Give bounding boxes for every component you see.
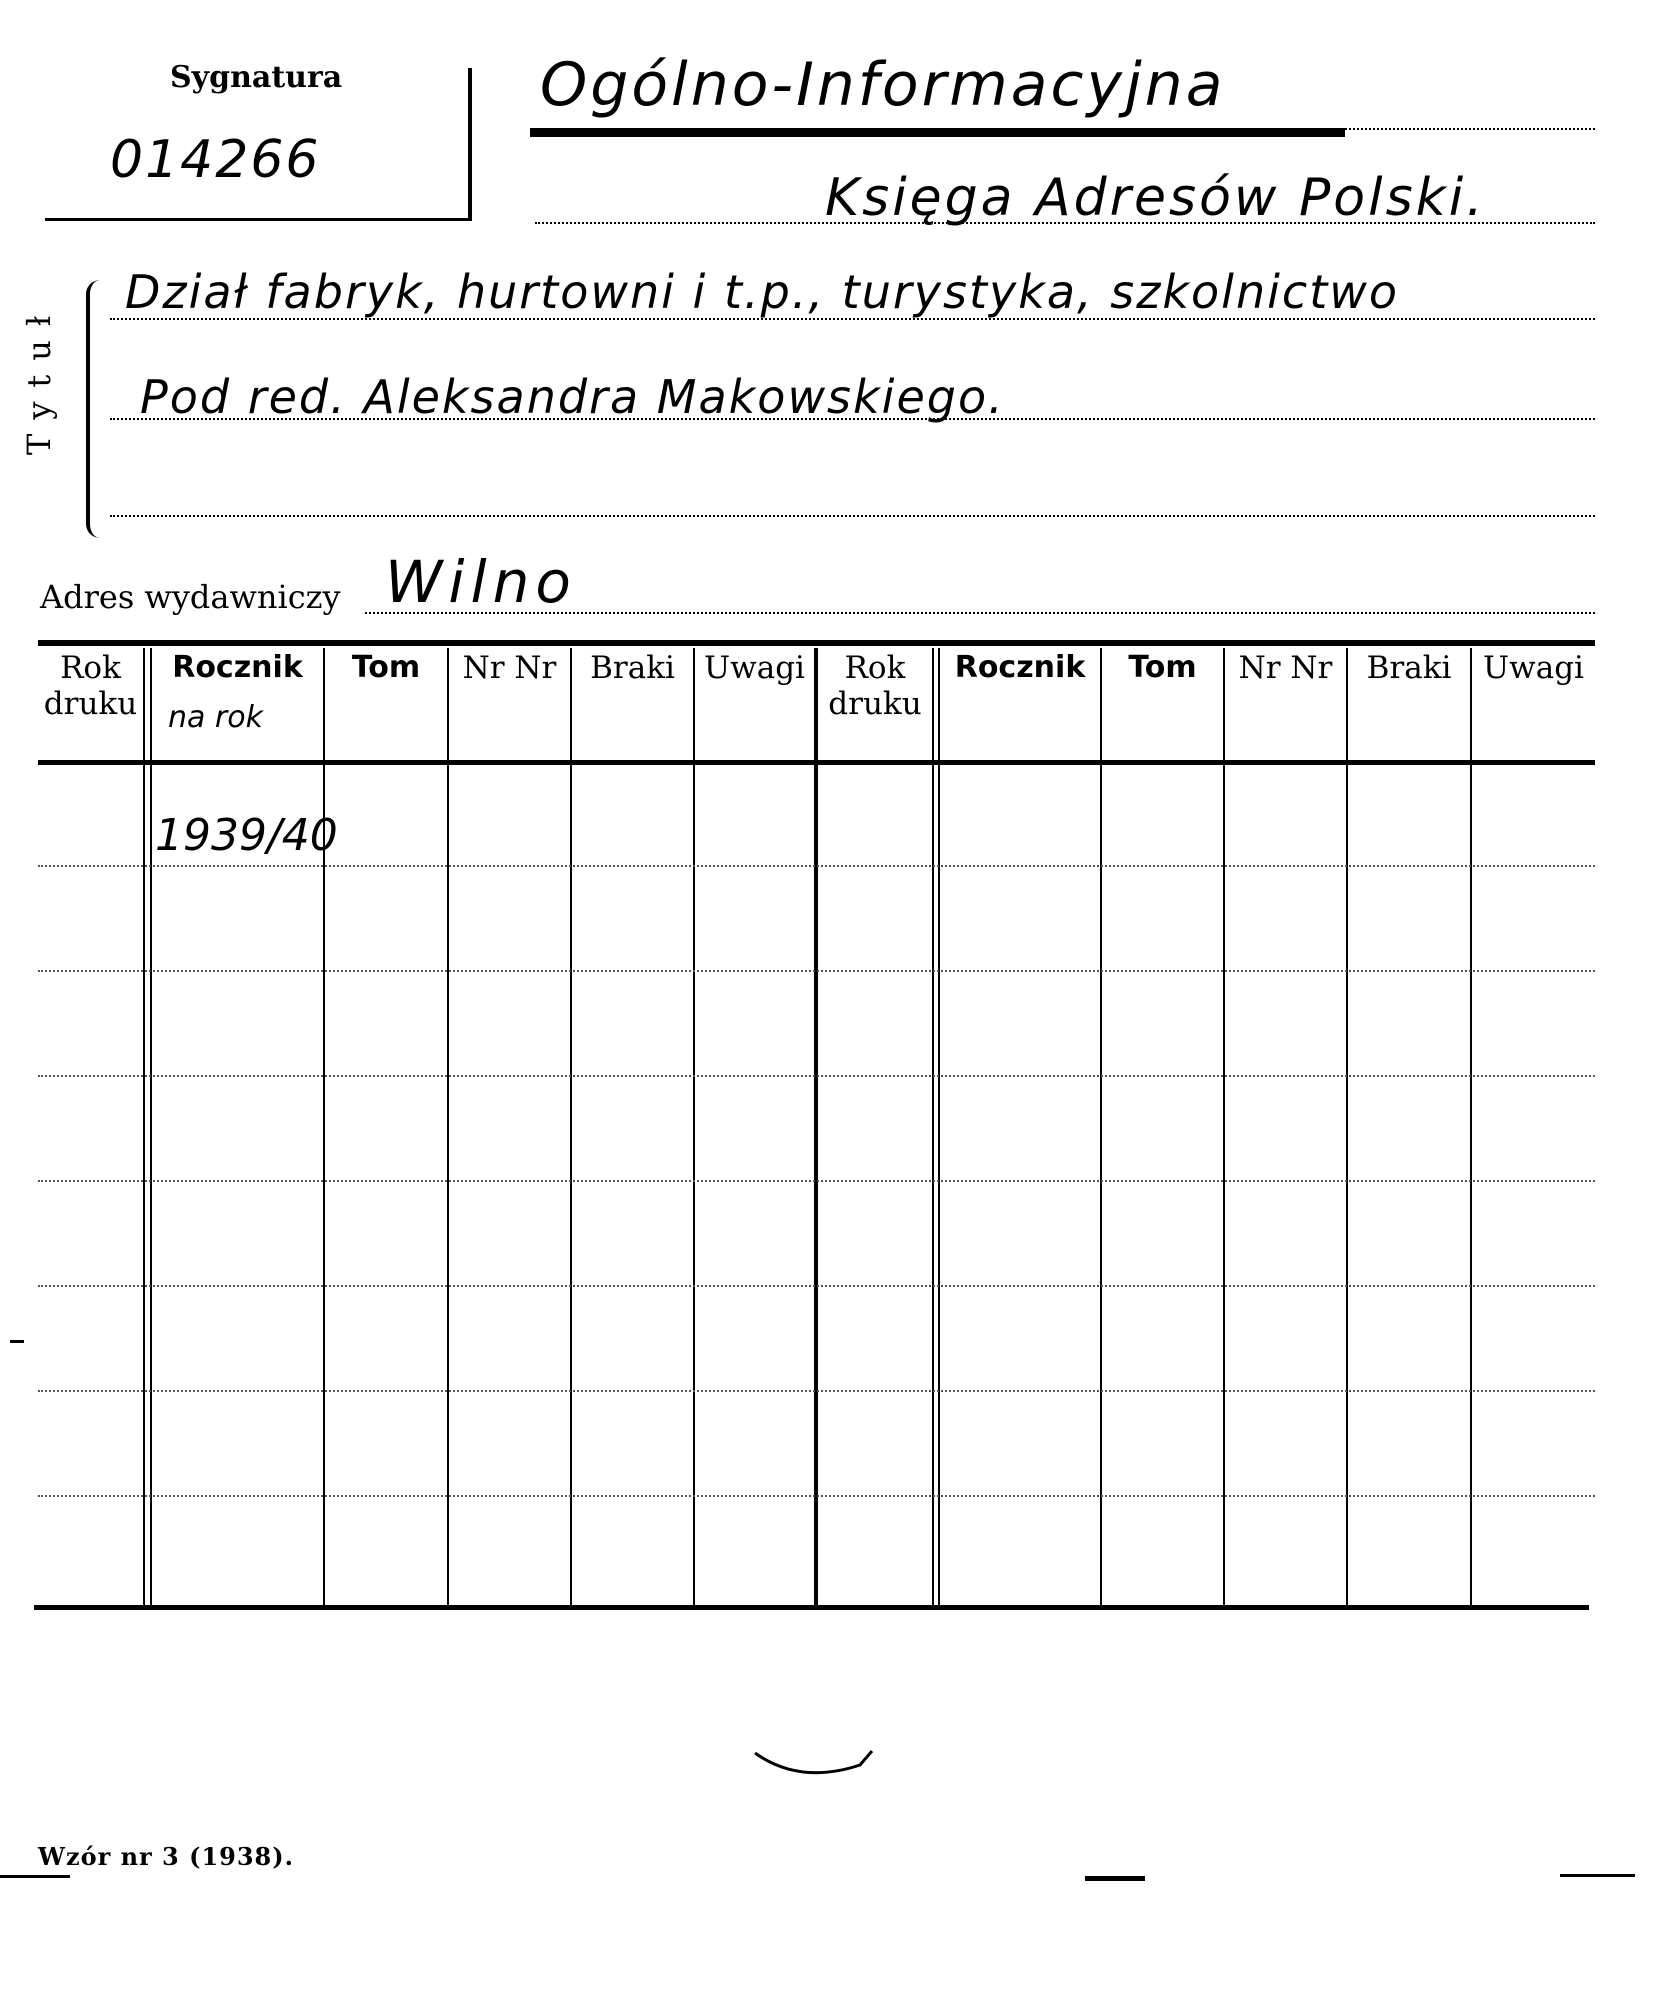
table-row-1-rocznik: 1939/40 bbox=[155, 810, 338, 861]
bottom-edge-mark-3 bbox=[1560, 1874, 1635, 1877]
signature-box-right-rule bbox=[468, 68, 472, 221]
title-dotline-3 bbox=[110, 318, 1595, 320]
title-line-4: Pod red. Aleksandra Makowskiego. bbox=[140, 370, 1005, 424]
col-line-7 bbox=[932, 648, 934, 1608]
col-line-5 bbox=[693, 648, 695, 1608]
row-dotline-5 bbox=[38, 1285, 1595, 1287]
header-braki-right: Braki bbox=[1366, 650, 1452, 686]
col-line-7b bbox=[938, 648, 940, 1608]
signature-box-bottom-rule bbox=[45, 218, 470, 221]
col-line-10 bbox=[1346, 648, 1348, 1608]
header-rocznik-note: na rok bbox=[168, 700, 263, 735]
bottom-curve-mark bbox=[750, 1745, 880, 1790]
signature-value: 014266 bbox=[110, 130, 321, 190]
form-number: Wzór nr 3 (1938). bbox=[38, 1842, 294, 1871]
title-dotline-5 bbox=[110, 515, 1595, 517]
signature-label: Sygnatura bbox=[170, 60, 343, 95]
row-dotline-1 bbox=[38, 865, 1595, 867]
title-dotline-1 bbox=[1345, 128, 1595, 130]
col-line-2 bbox=[323, 648, 325, 1608]
header-uwagi-left: Uwagi bbox=[704, 650, 805, 686]
col-line-1 bbox=[143, 648, 145, 1608]
title-dotline-2 bbox=[535, 222, 1595, 224]
col-line-1b bbox=[150, 648, 152, 1608]
title-line-3: Dział fabryk, hurtowni i t.p., turystyka, szkolnictwo bbox=[125, 265, 1399, 319]
title-underline bbox=[530, 128, 1345, 137]
table-top-rule bbox=[38, 640, 1595, 646]
header-rok-druku-right: Rok druku bbox=[828, 650, 922, 722]
title-line-1: Ogólno-Informacyjna bbox=[540, 50, 1226, 120]
title-dotline-4 bbox=[110, 418, 1595, 420]
col-line-3 bbox=[447, 648, 449, 1608]
row-dotline-2 bbox=[38, 970, 1595, 972]
col-line-11 bbox=[1470, 648, 1472, 1608]
header-nrnr-left: Nr Nr bbox=[462, 650, 557, 686]
bottom-edge-mark-1 bbox=[0, 1875, 70, 1878]
col-line-center bbox=[814, 648, 818, 1608]
title-line-2: Księga Adresów Polski. bbox=[825, 168, 1486, 228]
header-nrnr-right: Nr Nr bbox=[1238, 650, 1333, 686]
title-label: Tytuł bbox=[20, 301, 58, 455]
address-label: Adres wydawniczy bbox=[40, 578, 341, 616]
col-line-8 bbox=[1100, 648, 1102, 1608]
col-line-9 bbox=[1223, 648, 1225, 1608]
row-dotline-6 bbox=[38, 1390, 1595, 1392]
header-tom-left: Tom bbox=[351, 650, 421, 685]
title-bracket bbox=[86, 280, 104, 538]
margin-mark-left bbox=[10, 1340, 24, 1343]
row-dotline-3 bbox=[38, 1075, 1595, 1077]
header-rocznik-right: Rocznik bbox=[954, 650, 1086, 685]
address-dotline bbox=[365, 612, 1595, 614]
header-uwagi-right: Uwagi bbox=[1483, 650, 1584, 686]
header-rok-druku-left: Rok druku bbox=[43, 650, 138, 722]
header-braki-left: Braki bbox=[590, 650, 675, 686]
header-tom-right: Tom bbox=[1128, 650, 1197, 685]
header-rocznik-left: Rocznik bbox=[172, 650, 303, 685]
table-bottom-rule bbox=[34, 1605, 1589, 1610]
bottom-edge-mark-2 bbox=[1085, 1876, 1145, 1881]
row-dotline-4 bbox=[38, 1180, 1595, 1182]
col-line-4 bbox=[570, 648, 572, 1608]
address-value: Wilno bbox=[385, 548, 577, 616]
row-dotline-7 bbox=[38, 1495, 1595, 1497]
